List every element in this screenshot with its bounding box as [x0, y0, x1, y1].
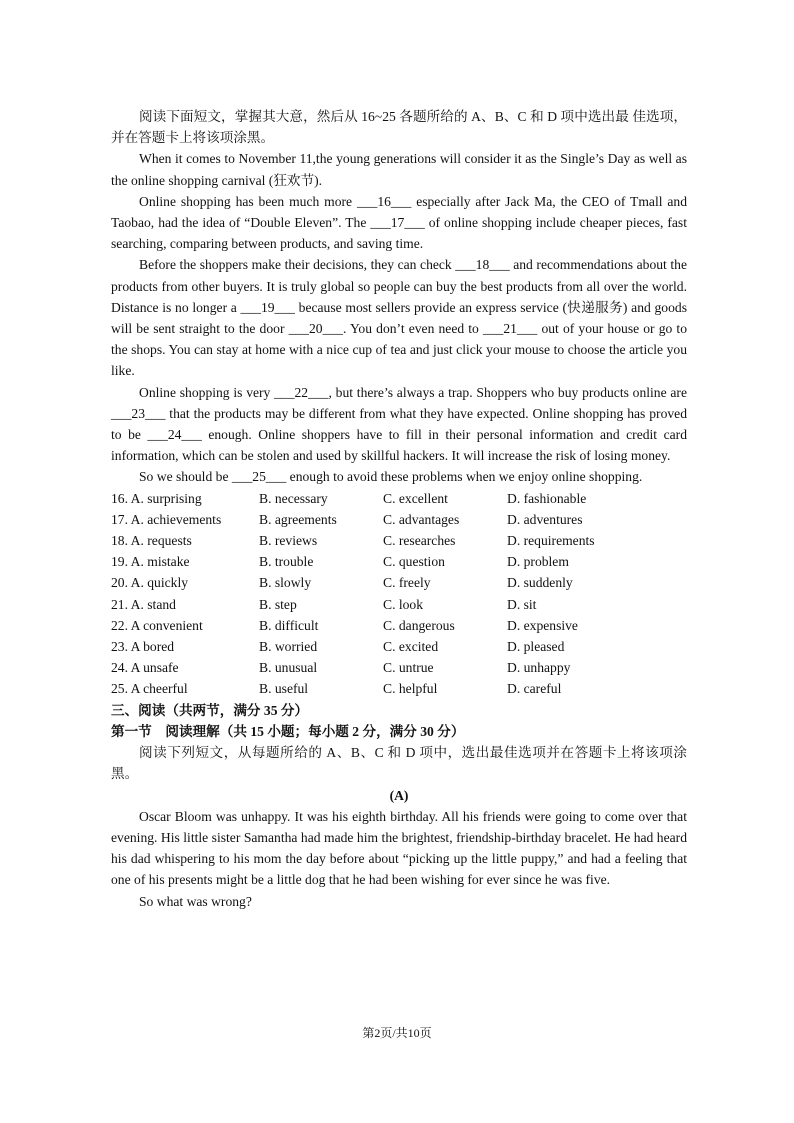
passage-a-paragraph: Oscar Bloom was unhappy. It was his eighth birthday. All his friends were going to come over that evening. His little sister Samantha had made him the brightest, friendship-birthday bracelet. He had heard his dad whispering to his mom the day before about “picking up the little puppy,” and had a feeling that one of his presents might be a little dog that he had been wishing for ever since he was five.: [111, 808, 687, 888]
option: C. look: [383, 596, 424, 612]
page-footer: 第2页/共10页: [362, 1026, 432, 1040]
option: B. worried: [259, 639, 318, 655]
option: B. useful: [259, 681, 309, 697]
option: D. suddenly: [507, 575, 573, 591]
subsection-title: 第一节 阅读理解（共 15 小题；每小题 2 分，满分 30 分）: [111, 723, 465, 739]
reading-instruction: 阅读下列短文，从每题所给的 A、B、C 和 D 项中，选出最佳选项并在答题卡上将该项涂黑。: [111, 745, 687, 782]
option: 20. A. quickly: [111, 575, 189, 591]
option: D. careful: [507, 681, 562, 697]
option: C. excellent: [383, 490, 448, 506]
option: B. difficult: [259, 617, 319, 633]
section-title: 三、阅读（共两节，满分 35 分）: [111, 702, 309, 718]
passage-paragraph: Online shopping has been much more ___16___ especially after Jack Ma, the CEO of Tmall and Taobao, had the idea of “Double Eleven”. The ___17___ of online shopping include cheaper pieces, fast searching, comparing between products, and saving time.: [111, 193, 687, 252]
option: B. step: [259, 596, 297, 612]
option: C. question: [383, 554, 445, 570]
option: B. necessary: [259, 490, 328, 506]
option: 18. A. requests: [111, 533, 192, 549]
option: C. untrue: [383, 660, 434, 676]
passage-paragraph: So we should be ___25___ enough to avoid these problems when we enjoy online shopping.: [139, 469, 643, 485]
option: C. helpful: [383, 681, 438, 697]
option: 22. A convenient: [111, 617, 203, 633]
option: 16. A. surprising: [111, 490, 202, 506]
option: D. adventures: [507, 511, 583, 527]
option: 19. A. mistake: [111, 554, 190, 570]
options-table: [111, 488, 687, 700]
exam-page: [111, 106, 687, 912]
option: D. unhappy: [507, 660, 571, 676]
option: D. fashionable: [507, 490, 587, 506]
option: D. sit: [507, 596, 537, 612]
option: D. problem: [507, 554, 569, 570]
passage-paragraph: Online shopping is very ___22___, but there’s always a trap. Shoppers who buy products online are ___23___ that the products may be different from what they have expected. Online shopping has proved to be ___24___ enough. Online shoppers have to fill in their personal information and credit card information, which can be stolen and used by skillful hackers. It will increase the risk of losing money.: [111, 384, 687, 464]
passage-paragraph: Before the shoppers make their decisions, they can check ___18___ and recommendations about the products from other buyers. It is truly global so people can buy the best products from all over the world. Distance is no longer a ___19___ because most sellers provide an express service (快递服务) and goods will be sent straight to the door ___20___. You don’t even need to ___21___ out of your house or go to the shops. You can stay at home with a nice cup of tea and just click your mouse to choose the article you like.: [111, 257, 687, 379]
option: 21. A. stand: [111, 596, 176, 612]
option: C. freely: [383, 575, 431, 591]
option: 17. A. achievements: [111, 511, 222, 527]
option: B. unusual: [259, 660, 318, 676]
option: 23. A bored: [111, 639, 175, 655]
option: B. trouble: [259, 554, 314, 570]
option: D. expensive: [507, 617, 578, 633]
option: 25. A cheerful: [111, 681, 188, 697]
option: D. requirements: [507, 533, 595, 549]
passage-label: (A): [389, 787, 409, 803]
cloze-instruction: 阅读下面短文，掌握其大意，然后从 16~25 各题所给的 A、B、C 和 D 项中选出最 佳选项，并在答题卡上将该项涂黑。: [111, 109, 687, 146]
option: D. pleased: [507, 639, 565, 655]
option: C. excited: [383, 639, 439, 655]
option: C. advantages: [383, 511, 460, 527]
option: C. researches: [383, 533, 456, 549]
option: B. agreements: [259, 511, 337, 527]
passage-paragraph: When it comes to November 11,the young generations will consider it as the Single’s Day as well as the online shopping carnival (狂欢节).: [111, 151, 687, 188]
option: B. slowly: [259, 575, 312, 591]
passage-a-paragraph: So what was wrong?: [139, 893, 252, 909]
option: B. reviews: [259, 533, 318, 549]
option: 24. A unsafe: [111, 660, 179, 676]
option: C. dangerous: [383, 617, 455, 633]
